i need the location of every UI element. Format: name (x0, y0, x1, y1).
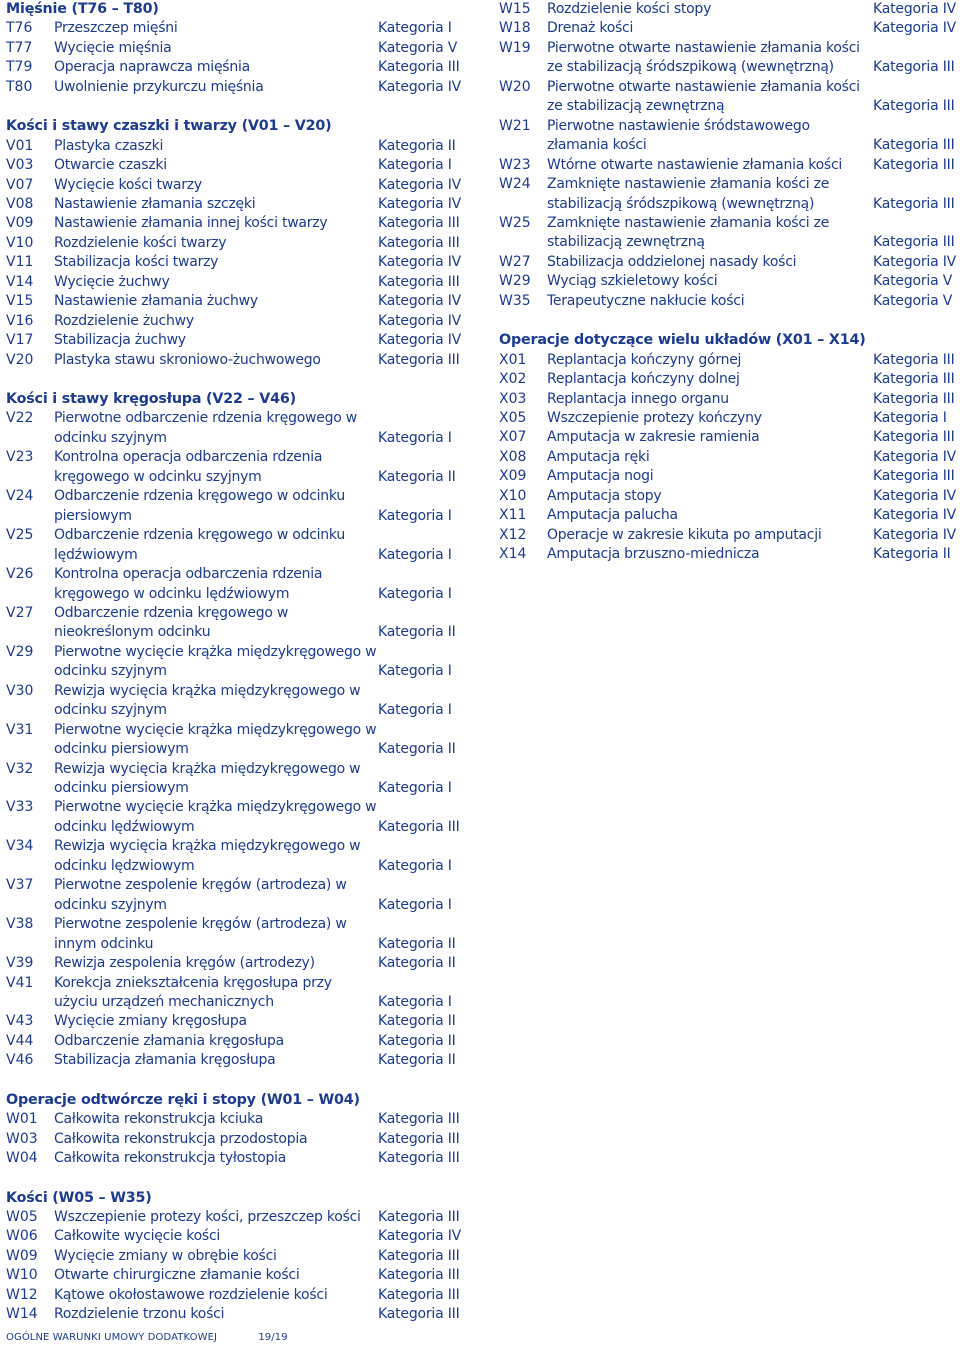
procedure-category: Kategoria III (378, 1286, 460, 1303)
procedure-category: Kategoria V (873, 292, 953, 309)
procedure-row (6, 214, 476, 233)
procedure-category: Kategoria V (378, 39, 458, 56)
procedure-row (6, 915, 476, 954)
procedure-code: V43 (6, 1013, 34, 1030)
procedure-description: Odbarczenie rdzenia kręgowego w odcinku lędźwiowym (54, 527, 345, 563)
section (6, 1189, 476, 1325)
procedure-category: Kategoria III (873, 234, 955, 251)
procedure-description: Pierwotne otwarte nastawienie złamania kości ze stabilizacją śródszpikową (wewnętrzną) (547, 39, 860, 76)
procedure-category: Kategoria II (378, 955, 456, 972)
procedure-code: W25 (499, 214, 531, 231)
procedure-row (6, 974, 476, 1013)
procedure-row (499, 409, 959, 428)
procedure-row (6, 448, 476, 487)
procedure-category: Kategoria II (378, 1052, 456, 1069)
procedure-row (499, 214, 959, 253)
procedure-description: Rewizja wycięcia krążka międzykręgowego w odcinku lędzwiowym (54, 838, 361, 874)
procedure-row (6, 137, 476, 156)
procedure-category: Kategoria II (378, 1032, 456, 1049)
procedure-description: Nastawienie złamania innej kości twarzy (54, 215, 328, 232)
procedure-category: Kategoria III (873, 429, 955, 446)
procedure-description: Wszczepienie protezy kości, przeszczep kości (54, 1208, 361, 1225)
procedure-description: Amputacja stopy (547, 487, 662, 504)
procedure-description: Rozdzielenie trzonu kości (54, 1306, 225, 1323)
procedure-row (6, 1208, 476, 1227)
procedure-description: Replantacja kończyny górnej (547, 351, 742, 368)
procedure-description: Amputacja palucha (547, 507, 678, 524)
procedure-description: Wszczepienie protezy kończyny (547, 410, 762, 426)
procedure-category: Kategoria I (378, 994, 452, 1011)
procedure-row (6, 682, 476, 721)
procedure-row (6, 954, 476, 973)
procedure-row (6, 1051, 476, 1070)
procedure-category: Kategoria IV (378, 254, 462, 271)
procedure-category: Kategoria I (378, 157, 452, 174)
procedure-description: Amputacja w zakresie ramienia (547, 429, 760, 446)
procedure-code: V23 (6, 449, 34, 466)
procedure-row (6, 312, 476, 331)
procedure-code: W35 (499, 292, 531, 309)
procedure-code: X09 (499, 468, 527, 485)
procedure-row (6, 1247, 476, 1266)
procedure-code: W04 (6, 1150, 38, 1167)
procedure-category: Kategoria I (378, 429, 452, 446)
procedure-description: Replantacja innego organu (547, 390, 729, 407)
procedure-row (499, 526, 959, 545)
procedure-row (6, 1266, 476, 1285)
procedure-category: Kategoria III (378, 1111, 460, 1128)
procedure-category: Kategoria IV (873, 20, 957, 37)
procedure-category: Kategoria III (873, 98, 955, 115)
procedure-description: Odbarczenie złamania kręgosłupa (54, 1032, 285, 1049)
procedure-row (6, 760, 476, 799)
procedure-category: Kategoria II (378, 624, 456, 641)
procedure-code: V27 (6, 604, 34, 621)
procedure-description: Rewizja wycięcia krążka międzykręgowego w odcinku piersiowym (54, 760, 361, 797)
procedure-category: Kategoria I (378, 663, 452, 680)
procedure-description: Wycięcie zmiany w obrębie kości (54, 1247, 277, 1264)
procedure-description: Pierwotne wycięcie krążka międzykręgowego w odcinku lędźwiowym (54, 799, 377, 835)
procedure-description: Operacja naprawcza mięśnia (54, 59, 250, 76)
procedure-category: Kategoria III (378, 234, 460, 251)
procedure-category: Kategoria I (378, 857, 452, 874)
procedure-row (6, 1149, 476, 1168)
procedure-row (6, 19, 476, 38)
procedure-code: X11 (499, 507, 527, 524)
procedure-description: Przeszczep mięśni (54, 20, 178, 37)
procedure-row (6, 1110, 476, 1129)
procedure-category: Kategoria II (378, 741, 456, 758)
procedure-code: V11 (6, 254, 34, 271)
procedure-category: Kategoria I (378, 702, 452, 719)
procedure-category: Kategoria IV (378, 176, 462, 193)
section (6, 1091, 476, 1169)
procedure-code: V29 (6, 643, 34, 660)
procedure-row (6, 1130, 476, 1149)
procedure-code: W06 (6, 1228, 38, 1245)
procedure-code: V03 (6, 157, 34, 174)
procedure-row (499, 156, 959, 175)
procedure-description: Wycięcie kości twarzy (54, 176, 202, 193)
procedure-code: V08 (6, 195, 34, 212)
section-title: Mięśnie (T76 – T80) (6, 1, 159, 17)
procedure-category: Kategoria III (378, 818, 460, 835)
procedure-description: Stabilizacja oddzielonej nasady kości (547, 253, 797, 270)
procedure-row (6, 195, 476, 214)
procedure-row (6, 1032, 476, 1051)
procedure-description: Nastawienie złamania żuchwy (54, 293, 258, 310)
procedure-description: Kontrolna operacja odbarczenia rdzenia kręgowego w odcinku lędźwiowym (54, 566, 323, 602)
procedure-code: V17 (6, 332, 34, 349)
procedure-code: W18 (499, 20, 531, 37)
procedure-code: W27 (499, 253, 531, 270)
procedure-code: X12 (499, 526, 527, 543)
procedure-code: W01 (6, 1111, 38, 1128)
procedure-description: Replantacja kończyny dolnej (547, 371, 740, 388)
procedure-category: Kategoria II (378, 468, 456, 485)
procedure-row (499, 506, 959, 525)
procedure-row (499, 253, 959, 272)
footer-label: OGÓLNE WARUNKI UMOWY DODATKOWEJ (6, 1332, 218, 1343)
procedure-category: Kategoria III (378, 351, 460, 368)
procedure-category: Kategoria V (873, 273, 953, 290)
procedure-code: W24 (499, 176, 531, 193)
procedure-row (6, 39, 476, 58)
procedure-description: Amputacja ręki (547, 448, 650, 465)
procedure-row (6, 604, 476, 643)
page-number: 19/19 (258, 1332, 288, 1343)
section (6, 0, 476, 97)
procedure-category: Kategoria I (378, 780, 452, 797)
procedure-category: Kategoria III (873, 195, 955, 212)
section-title: Operacje odtwórcze ręki i stopy (W01 – W04) (6, 1091, 360, 1108)
procedure-description: Rewizja zespolenia kręgów (artrodezy) (54, 955, 315, 972)
procedure-category: Kategoria IV (378, 293, 462, 310)
procedure-description: Wyciąg szkieletowy kości (547, 273, 718, 290)
procedure-category: Kategoria II (873, 546, 951, 563)
procedure-category: Kategoria IV (378, 78, 462, 95)
procedure-code: V20 (6, 351, 34, 368)
procedure-code: V46 (6, 1052, 34, 1069)
procedure-row (6, 156, 476, 175)
procedure-code: X05 (499, 410, 527, 426)
procedure-description: Odbarczenie rdzenia kręgowego w odcinku piersiowym (54, 488, 345, 524)
procedure-code: V22 (6, 410, 34, 427)
right-column (499, 0, 959, 585)
procedure-code: V34 (6, 838, 34, 855)
procedure-description: Zamknięte nastawienie złamania kości ze stabilizacją śródszpikową (wewnętrzną) (547, 176, 830, 212)
procedure-code: W19 (499, 39, 531, 56)
procedure-description: Pierwotne odbarczenie rdzenia kręgowego w odcinku szyjnym (54, 410, 357, 446)
procedure-category: Kategoria II (378, 1013, 456, 1030)
procedure-description: Wtórne otwarte nastawienie złamania kości (547, 156, 843, 173)
procedure-row (499, 78, 959, 117)
procedure-description: Pierwotne wycięcie krążka międzykręgowego w odcinku piersiowym (54, 721, 377, 758)
procedure-code: W20 (499, 78, 531, 95)
procedure-category: Kategoria III (378, 1130, 460, 1147)
procedure-description: Wycięcie mięśnia (54, 39, 172, 56)
procedure-description: Pierwotne zespolenie kręgów (artrodeza) w odcinku szyjnym (54, 877, 347, 913)
procedure-description: Odbarczenie rdzenia kręgowego w nieokreślonym odcinku (54, 604, 289, 641)
section (499, 0, 959, 311)
procedure-row (6, 526, 476, 565)
procedure-row (6, 253, 476, 272)
procedure-description: Terapeutyczne nakłucie kości (547, 292, 745, 309)
procedure-description: Rozdzielenie kości stopy (547, 1, 712, 17)
procedure-row (6, 331, 476, 350)
procedure-code: X01 (499, 351, 527, 368)
procedure-category: Kategoria III (378, 1306, 460, 1323)
procedure-row (6, 798, 476, 837)
procedure-code: X03 (499, 390, 527, 407)
left-column (6, 0, 476, 1345)
procedure-description: Nastawienie złamania szczęki (54, 195, 256, 212)
procedure-row (6, 876, 476, 915)
procedure-category: Kategoria III (873, 371, 955, 388)
procedure-description: Rewizja wycięcia krążka międzykręgowego w odcinku szyjnym (54, 682, 361, 719)
procedure-description: Kontrolna operacja odbarczenia rdzenia kręgowego w odcinku szyjnym (54, 449, 323, 485)
procedure-code: W05 (6, 1208, 38, 1225)
procedure-description: Całkowita rekonstrukcja kciuka (54, 1111, 264, 1128)
procedure-category: Kategoria IV (873, 253, 957, 270)
procedure-category: Kategoria IV (378, 332, 462, 349)
procedure-description: Pierwotne wycięcie krążka międzykręgowego w odcinku szyjnym (54, 643, 377, 680)
procedure-row (6, 837, 476, 876)
procedure-code: V01 (6, 137, 34, 154)
procedure-row (6, 1305, 476, 1324)
procedure-row (499, 272, 959, 291)
procedure-description: Operacje w zakresie kikuta po amputacji (547, 526, 822, 543)
section (6, 117, 476, 370)
procedure-description: Drenaż kości (547, 20, 634, 37)
procedure-code: T77 (6, 39, 33, 56)
procedure-category: Kategoria I (378, 507, 452, 524)
procedure-code: V14 (6, 273, 34, 290)
procedure-code: V38 (6, 916, 34, 933)
procedure-row (6, 58, 476, 77)
procedure-code: V10 (6, 234, 34, 251)
procedure-description: Amputacja nogi (547, 468, 654, 485)
procedure-code: V32 (6, 760, 34, 777)
procedure-description: Całkowite wycięcie kości (54, 1228, 221, 1245)
procedure-category: Kategoria III (378, 215, 460, 232)
procedure-code: W14 (6, 1306, 38, 1323)
procedure-code: V41 (6, 974, 34, 991)
procedure-row (6, 721, 476, 760)
procedure-code: V39 (6, 955, 34, 972)
procedure-row (499, 370, 959, 389)
procedure-row (6, 273, 476, 292)
procedure-category: Kategoria III (378, 1267, 460, 1284)
procedure-description: Rozdzielenie żuchwy (54, 312, 194, 329)
procedure-row (6, 234, 476, 253)
procedure-row (6, 565, 476, 604)
procedure-code: V37 (6, 877, 34, 894)
procedure-description: Plastyka czaszki (54, 137, 164, 154)
procedure-category: Kategoria I (873, 410, 947, 426)
procedure-category: Kategoria II (378, 137, 456, 154)
procedure-code: W10 (6, 1267, 38, 1284)
procedure-description: Zamknięte nastawienie złamania kości ze stabilizacją zewnętrzną (547, 214, 830, 251)
procedure-row (499, 0, 959, 19)
procedure-row (6, 78, 476, 97)
procedure-row (6, 1286, 476, 1305)
procedure-category: Kategoria IV (873, 1, 957, 17)
procedure-description: Pierwotne nastawienie śródstawowego złamania kości (547, 117, 810, 154)
procedure-row (6, 409, 476, 448)
procedure-code: T80 (6, 78, 33, 95)
procedure-category: Kategoria I (378, 546, 452, 563)
procedure-code: T79 (6, 59, 33, 76)
procedure-row (6, 1227, 476, 1246)
procedure-code: W21 (499, 117, 531, 134)
procedure-code: V44 (6, 1032, 34, 1049)
procedure-description: Wycięcie żuchwy (54, 273, 170, 290)
procedure-category: Kategoria I (378, 20, 452, 37)
procedure-category: Kategoria III (378, 59, 460, 76)
procedure-category: Kategoria III (378, 1150, 460, 1167)
procedure-row (499, 39, 959, 78)
procedure-code: W09 (6, 1247, 38, 1264)
procedure-code: V30 (6, 682, 34, 699)
procedure-code: V26 (6, 566, 34, 583)
procedure-category: Kategoria IV (873, 487, 957, 504)
procedure-row (499, 175, 959, 214)
procedure-description: Stabilizacja złamania kręgosłupa (54, 1052, 276, 1069)
procedure-row (6, 292, 476, 311)
procedure-category: Kategoria III (873, 156, 955, 173)
procedure-code: X08 (499, 448, 527, 465)
procedure-code: W15 (499, 1, 531, 17)
procedure-row (499, 351, 959, 370)
procedure-description: Plastyka stawu skroniowo-żuchwowego (54, 351, 321, 368)
procedure-row (499, 19, 959, 38)
procedure-row (499, 545, 959, 564)
procedure-row (6, 487, 476, 526)
procedure-description: Pierwotne zespolenie kręgów (artrodeza) w innym odcinku (54, 916, 347, 952)
procedure-category: Kategoria IV (873, 448, 957, 465)
section (6, 390, 476, 1071)
procedure-category: Kategoria III (873, 59, 955, 76)
procedure-code: V15 (6, 293, 34, 310)
procedure-description: Pierwotne otwarte nastawienie złamania kości ze stabilizacją zewnętrzną (547, 78, 860, 115)
procedure-description: Otwarcie czaszki (54, 157, 167, 174)
procedure-code: X14 (499, 546, 527, 563)
procedure-category: Kategoria III (378, 1247, 460, 1264)
procedure-code: V16 (6, 312, 34, 329)
procedure-category: Kategoria I (378, 585, 452, 602)
procedure-category: Kategoria IV (873, 526, 957, 543)
procedure-row (499, 117, 959, 156)
procedure-row (499, 428, 959, 447)
procedure-category: Kategoria IV (378, 1228, 462, 1245)
procedure-category: Kategoria III (873, 351, 955, 368)
procedure-category: Kategoria III (378, 273, 460, 290)
procedure-category: Kategoria III (873, 468, 955, 485)
procedure-code: X07 (499, 429, 527, 446)
procedure-row (499, 467, 959, 486)
procedure-code: W12 (6, 1286, 38, 1303)
procedure-description: Wycięcie zmiany kręgosłupa (54, 1013, 247, 1030)
procedure-code: V33 (6, 799, 34, 816)
procedure-category: Kategoria III (378, 1208, 460, 1225)
procedure-code: V25 (6, 527, 34, 544)
procedure-code: T76 (6, 20, 33, 37)
procedure-category: Kategoria IV (378, 195, 462, 212)
procedure-row (499, 448, 959, 467)
procedure-code: V09 (6, 215, 34, 232)
procedure-category: Kategoria I (378, 896, 452, 913)
procedure-code: V31 (6, 721, 34, 738)
procedure-row (6, 1012, 476, 1031)
procedure-category: Kategoria II (378, 935, 456, 952)
procedure-description: Stabilizacja kości twarzy (54, 254, 219, 271)
procedure-row (6, 643, 476, 682)
procedure-category: Kategoria III (873, 390, 955, 407)
procedure-code: X10 (499, 487, 527, 504)
section (499, 331, 959, 564)
procedure-description: Stabilizacja żuchwy (54, 332, 186, 349)
procedure-code: W29 (499, 273, 531, 290)
procedure-row (499, 292, 959, 311)
procedure-category: Kategoria IV (873, 507, 957, 524)
procedure-row (6, 351, 476, 370)
procedure-row (499, 390, 959, 409)
procedure-code: W03 (6, 1130, 38, 1147)
section-title: Kości (W05 – W35) (6, 1189, 152, 1206)
procedure-row (6, 176, 476, 195)
procedure-description: Całkowita rekonstrukcja tyłostopia (54, 1150, 287, 1167)
procedure-description: Uwolnienie przykurczu mięśnia (54, 78, 264, 95)
procedure-code: V07 (6, 176, 34, 193)
page-footer (6, 1332, 326, 1343)
procedure-description: Amputacja brzuszno-miednicza (547, 546, 760, 563)
procedure-description: Otwarte chirurgiczne złamanie kości (54, 1267, 300, 1284)
procedure-description: Kątowe okołostawowe rozdzielenie kości (54, 1286, 328, 1303)
procedure-code: W23 (499, 156, 531, 173)
procedure-code: V24 (6, 488, 34, 505)
procedure-row (499, 487, 959, 506)
procedure-category: Kategoria IV (378, 312, 462, 329)
procedure-description: Korekcja zniekształcenia kręgosłupa przy użyciu urządzeń mechanicznych (54, 974, 332, 1011)
procedure-category: Kategoria III (873, 137, 955, 154)
procedure-description: Rozdzielenie kości twarzy (54, 234, 227, 251)
procedure-description: Całkowita rekonstrukcja przodostopia (54, 1130, 308, 1147)
section-title: Kości i stawy czaszki i twarzy (V01 – V20) (6, 118, 332, 135)
procedure-code: X02 (499, 371, 527, 388)
section-title: Operacje dotyczące wielu układów (X01 – X14) (499, 332, 866, 349)
section-title: Kości i stawy kręgosłupa (V22 – V46) (6, 391, 296, 408)
